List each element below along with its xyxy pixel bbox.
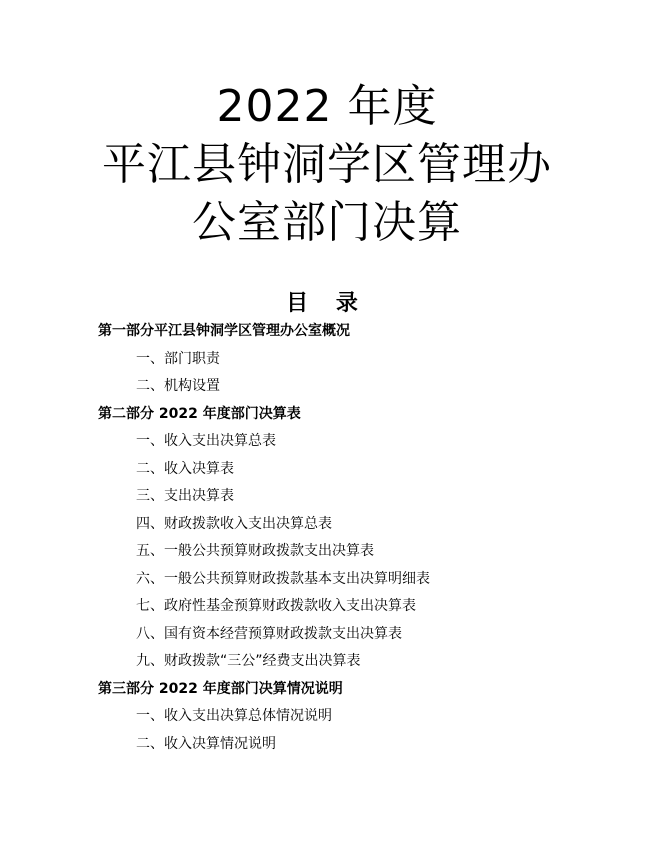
title-line-year: 2022 年度	[216, 81, 438, 132]
toc-item: 二、收入决算表	[136, 460, 234, 477]
toc-item: 七、政府性基金预算财政拨款收入支出决算表	[136, 598, 416, 614]
toc-item: 一、收入支出决算总表	[136, 433, 276, 449]
toc-heading: 目 录	[286, 291, 368, 316]
toc-item: 二、机构设置	[136, 378, 220, 394]
toc-item: 六、一般公共预算财政拨款基本支出决算明细表	[136, 570, 430, 587]
title-line-organization: 平江县钟洞学区管理办	[102, 139, 552, 190]
table-of-contents	[98, 318, 618, 758]
toc-part-1: 第一部分平江县钟洞学区管理办公室概况	[98, 323, 350, 339]
document-title	[0, 78, 654, 252]
toc-part-3: 第三部分 2022 年度部门决算情况说明	[98, 680, 343, 697]
toc-item: 二、收入决算情况说明	[136, 735, 276, 752]
toc-item: 五、一般公共预算财政拨款支出决算表	[136, 543, 374, 559]
toc-item: 九、财政拨款“三公”经费支出决算表	[136, 653, 361, 669]
toc-item: 八、国有资本经营预算财政拨款支出决算表	[136, 625, 402, 642]
toc-item: 三、支出决算表	[136, 488, 234, 504]
toc-part-2: 第二部分 2022 年度部门决算表	[98, 405, 301, 422]
title-line-subject: 公室部门决算	[192, 197, 462, 248]
toc-item: 一、收入支出决算总体情况说明	[136, 708, 332, 724]
toc-item: 四、财政拨款收入支出决算总表	[136, 515, 332, 532]
toc-item: 一、部门职责	[136, 350, 220, 367]
